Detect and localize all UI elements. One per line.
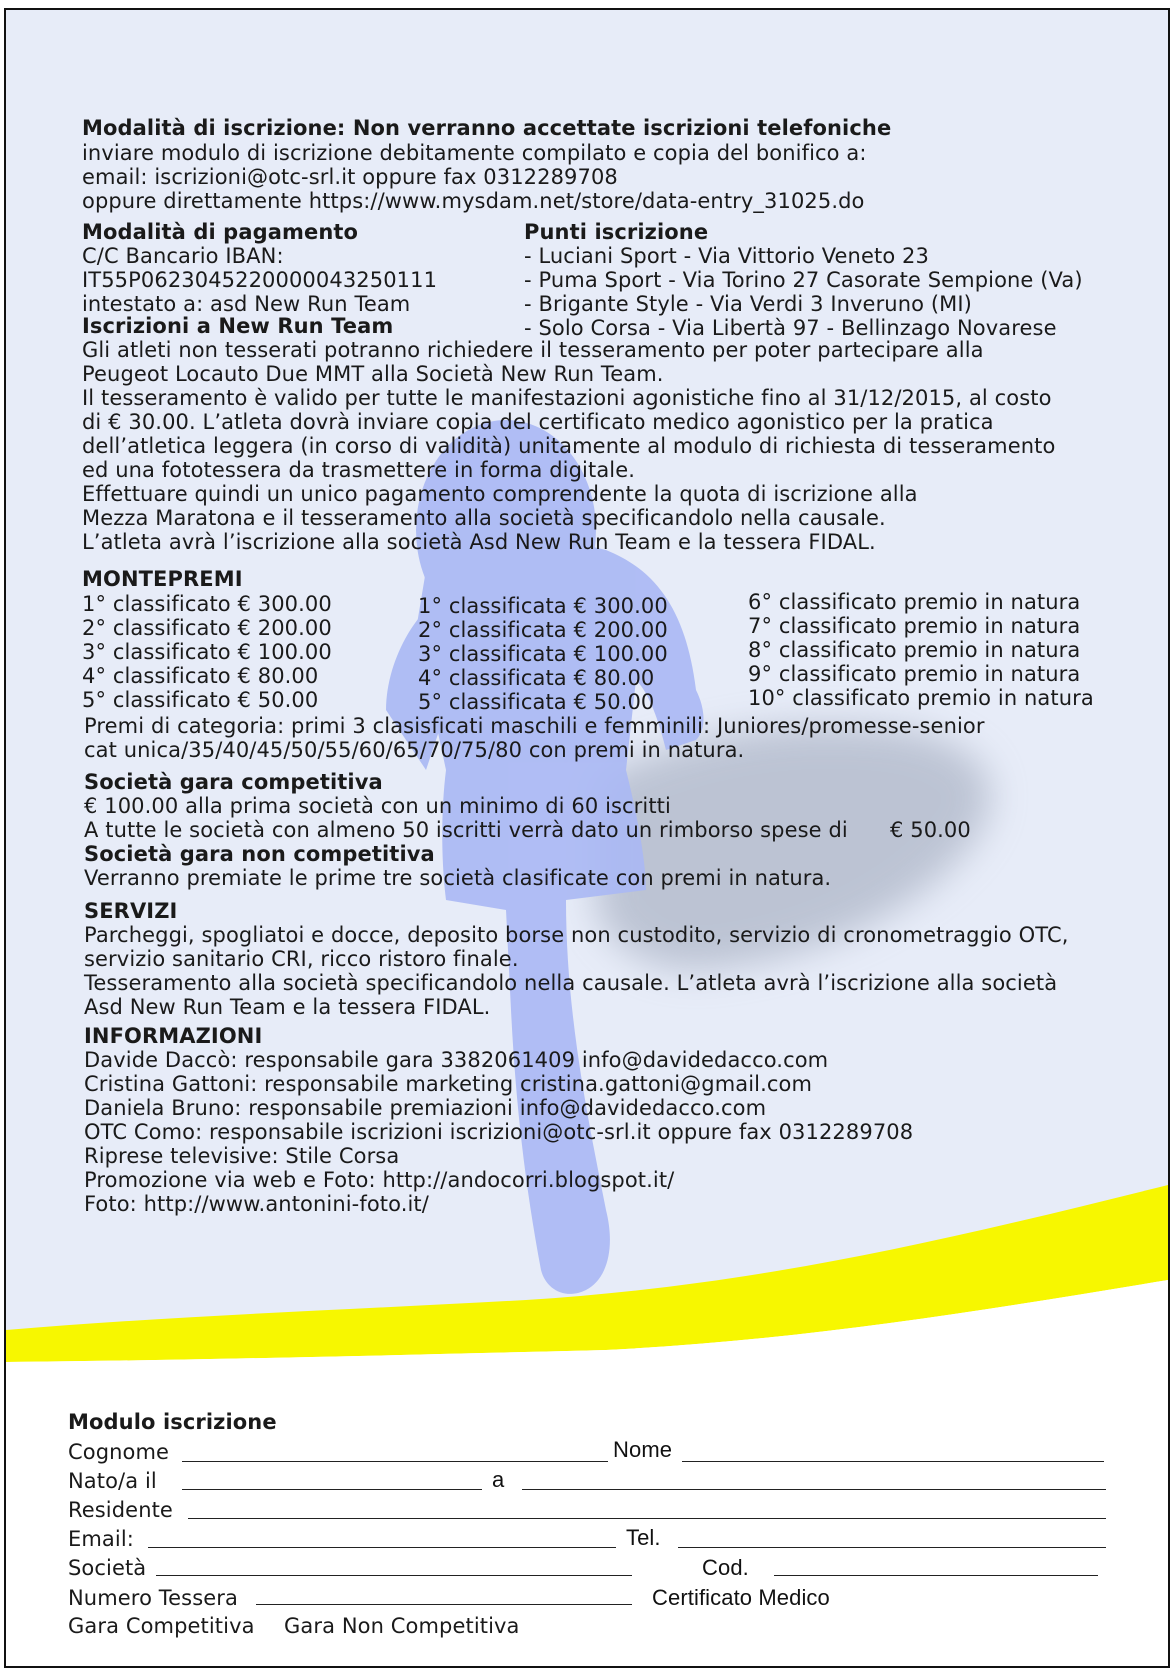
punto-item: - Brigante Style - Via Verdi 3 Inveruno (MI) (524, 292, 972, 316)
team-line: ed una fototessera da trasmettere in forma digitale. (82, 458, 636, 482)
info-line: Foto: http://www.antonini-foto.it/ (84, 1192, 429, 1216)
info-line: Davide Daccò: responsabile gara 3382061409 info@davidedacco.com (84, 1048, 829, 1072)
flyer-page (4, 8, 1170, 1668)
team-line: Il tesseramento è valido per tutte le manifestazioni agonistiche fino al 31/12/2015, al costo (82, 386, 1052, 410)
info-line: Promozione via web e Foto: http://andocorri.blogspot.it/ (84, 1168, 675, 1192)
team-line: di € 30.00. L’atleta dovrà inviare copia del certificato medico agonistico per la pratica (82, 410, 994, 434)
premio-natura: 9° classificato premio in natura (748, 662, 1081, 686)
pagamento-line: C/C Bancario IBAN: (82, 244, 284, 268)
premio-maschile: 2° classificato € 200.00 (82, 616, 332, 640)
tessera-field[interactable] (256, 1604, 632, 1605)
premio-maschile: 4° classificato € 80.00 (82, 664, 319, 688)
certificato-label: Certificato Medico (652, 1585, 830, 1610)
residente-field[interactable] (188, 1518, 1106, 1519)
pagamento-intestato: intestato a: asd New Run Team (82, 292, 411, 316)
cod-field[interactable] (774, 1575, 1098, 1576)
premio-maschile: 5° classificato € 50.00 (82, 688, 319, 712)
residente-label: Residente (68, 1498, 173, 1522)
cod-label: Cod. (702, 1555, 749, 1580)
premio-natura: 8° classificato premio in natura (748, 638, 1081, 662)
servizi-line: Tesseramento alla società specificandolo nella causale. L’atleta avrà l’iscrizione alla società (84, 971, 1058, 995)
premio-femminile: 2° classificata € 200.00 (418, 618, 668, 642)
email-label: Email: (68, 1527, 134, 1551)
premio-natura: 7° classificato premio in natura (748, 614, 1081, 638)
premio-femminile: 1° classificata € 300.00 (418, 594, 668, 618)
iban: IT55P0623045220000043250111 (82, 268, 438, 292)
iscrizione-line: inviare modulo di iscrizione debitamente compilato e copia del bonifico a: (82, 141, 867, 165)
pagamento-heading: Modalità di pagamento (82, 220, 359, 244)
punto-item: - Luciani Sport - Via Vittorio Veneto 23 (524, 244, 929, 268)
info-line: OTC Como: responsabile iscrizioni iscrizioni@otc-srl.it oppure fax 0312289708 (84, 1120, 914, 1144)
montepremi-heading: MONTEPREMI (82, 567, 243, 591)
premio-natura: 10° classificato premio in natura (748, 686, 1094, 710)
punto-item: - Puma Sport - Via Torino 27 Casorate Sempione (Va) (524, 268, 1083, 292)
tel-label: Tel. (626, 1525, 661, 1550)
luogo-label: a (492, 1467, 505, 1492)
nome-label: Nome (613, 1437, 673, 1462)
premio-maschile: 3° classificato € 100.00 (82, 640, 332, 664)
team-heading: Iscrizioni a New Run Team (82, 314, 394, 338)
gara-noncompetitiva-option[interactable]: Gara Non Competitiva (284, 1614, 520, 1638)
premi-categoria-line: cat unica/35/40/45/50/55/60/65/70/75/80 con premi in natura. (84, 738, 745, 762)
premio-femminile: 4° classificata € 80.00 (418, 666, 655, 690)
gara-competitiva-option[interactable]: Gara Competitiva (68, 1614, 255, 1638)
luogo-nascita-field[interactable] (522, 1489, 1106, 1490)
premi-categoria-line: Premi di categoria: primi 3 clasisficati maschili e femminili: Juniores/promesse-senior (84, 714, 985, 738)
servizi-line: Asd New Run Team e la tessera FIDAL. (84, 995, 491, 1019)
nato-label: Nato/a il (68, 1469, 157, 1493)
punti-heading: Punti iscrizione (524, 220, 709, 244)
societa-noncompetitiva-heading: Società gara non competitiva (84, 842, 435, 866)
info-line: Riprese televisive: Stile Corsa (84, 1144, 400, 1168)
team-line: Peugeot Locauto Due MMT alla Società New Run Team. (82, 362, 664, 386)
premio-femminile: 5° classificata € 50.00 (418, 690, 655, 714)
premio-femminile: 3° classificata € 100.00 (418, 642, 668, 666)
iscrizione-heading: Modalità di iscrizione: Non verranno accettate iscrizioni telefoniche (82, 116, 892, 140)
iscrizione-email-line: email: iscrizioni@otc-srl.it oppure fax 0312289708 (82, 165, 618, 189)
team-line: Effettuare quindi un unico pagamento comprendente la quota di iscrizione alla (82, 482, 918, 506)
rimborso-amount: € 50.00 (890, 818, 971, 842)
info-line: Cristina Gattoni: responsabile marketing cristina.gattoni@gmail.com (84, 1072, 813, 1096)
team-line: Mezza Maratona e il tesseramento alla società specificandolo nella causale. (82, 506, 886, 530)
cognome-label: Cognome (68, 1440, 170, 1464)
tel-field[interactable] (678, 1547, 1106, 1548)
premio-natura: 6° classificato premio in natura (748, 590, 1081, 614)
servizi-line: Parcheggi, spogliatoi e docce, deposito borse non custodito, servizio di cronometraggio OTC, (84, 923, 1069, 947)
servizi-heading: SERVIZI (84, 899, 178, 923)
punto-item: - Solo Corsa - Via Libertà 97 - Bellinzago Novarese (524, 316, 1057, 340)
cognome-field[interactable] (182, 1461, 608, 1462)
team-line: Gli atleti non tesserati potranno richiedere il tesseramento per poter partecipare alla (82, 338, 984, 362)
societa-competitiva-line: A tutte le società con almeno 50 iscritti verrà dato un rimborso spese di (84, 818, 848, 842)
societa-label: Società (68, 1556, 147, 1580)
societa-field[interactable] (156, 1575, 632, 1576)
nome-field[interactable] (682, 1461, 1104, 1462)
iscrizione-url-line: oppure direttamente https://www.mysdam.net/store/data-entry_31025.do (82, 189, 865, 213)
info-line: Daniela Bruno: responsabile premiazioni info@davidedacco.com (84, 1096, 767, 1120)
data-nascita-field[interactable] (182, 1489, 482, 1490)
societa-noncompetitiva-line: Verranno premiate le prime tre società clasificate con premi in natura. (84, 866, 832, 890)
premio-maschile: 1° classificato € 300.00 (82, 592, 332, 616)
team-line: L’atleta avrà l’iscrizione alla società Asd New Run Team e la tessera FIDAL. (82, 530, 876, 554)
servizi-line: servizio sanitario CRI, ricco ristoro finale. (84, 947, 519, 971)
email-field[interactable] (148, 1547, 616, 1548)
societa-competitiva-heading: Società gara competitiva (84, 770, 383, 794)
tessera-label: Numero Tessera (68, 1586, 238, 1610)
informazioni-heading: INFORMAZIONI (84, 1024, 263, 1048)
societa-competitiva-line: € 100.00 alla prima società con un minimo di 60 iscritti (84, 794, 671, 818)
team-line: dell’atletica leggera (in corso di validità) unitamente al modulo di richiesta di tesseramento (82, 434, 1056, 458)
modulo-heading: Modulo iscrizione (68, 1410, 277, 1434)
